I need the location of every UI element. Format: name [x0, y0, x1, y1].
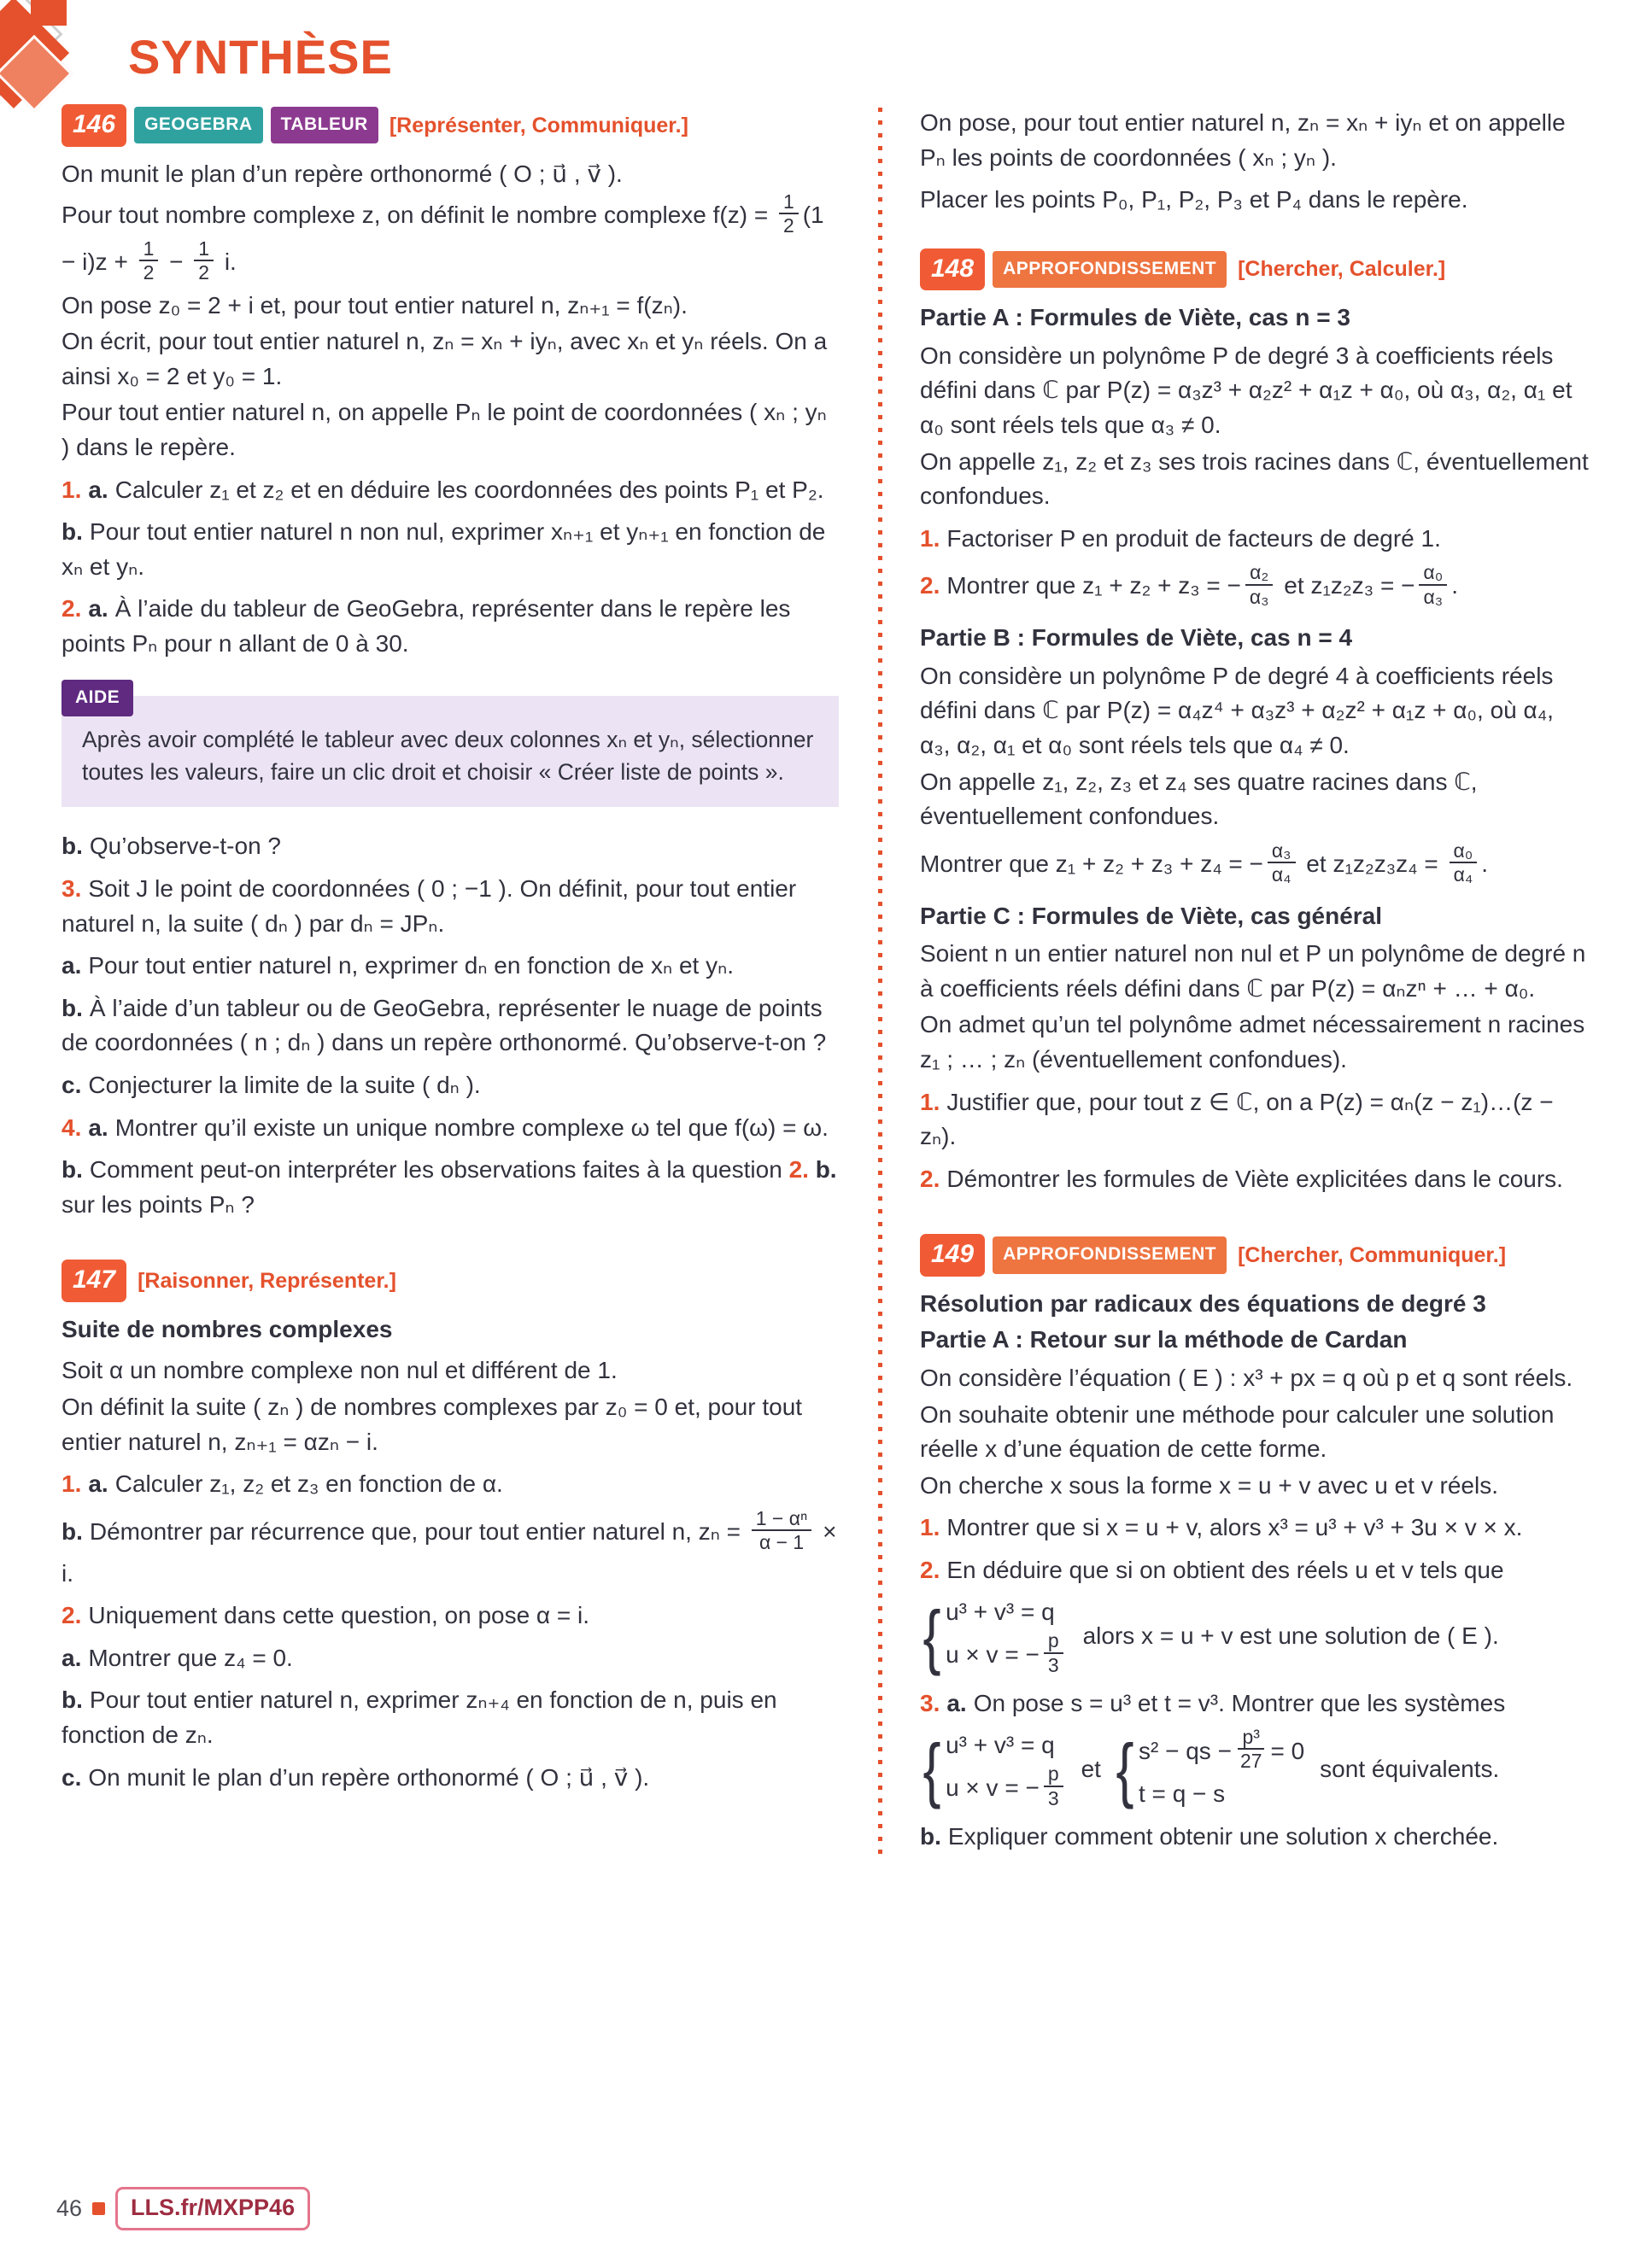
- aide-text: Après avoir complété le tableur avec deux colonnes xₙ et yₙ, sélectionner toutes les valeurs, faire un clic droit et choisir « Créer liste de points ».: [82, 726, 814, 786]
- competencies-label: [Chercher, Calculer.]: [1238, 257, 1446, 282]
- exercise-number-badge: 147: [62, 1260, 126, 1302]
- fraction: $\frac{p}{3}$: [1044, 1762, 1063, 1809]
- equation-system: { u³ + v³ = q u × v = − $\frac{p}{3}$: [920, 1595, 1068, 1679]
- question-2: 2. Montrer que z₁ + z₂ + z₃ = − $\frac{\text{α₂}}{\text{α₃}}$ et z₁z₂z₃ = − $\frac{\text{α₀}}{\text{α₃}}$ .: [920, 561, 1458, 608]
- tag-geogebra: GEOGEBRA: [134, 107, 263, 143]
- question-2a: 2. a. À l’aide du tableur de GeoGebra, représenter dans le repère les points Pₙ pour n allant de 0 à 30.: [62, 595, 791, 657]
- competencies-label: [Chercher, Communiquer.]: [1238, 1242, 1507, 1267]
- fraction: $\frac{\text{p³}}{27}$: [1236, 1726, 1267, 1773]
- fraction: $\frac{\text{α₀}}{\text{α₄}}$: [1450, 839, 1478, 886]
- question-1: 1. Factoriser P en produit de facteurs de degré 1.: [920, 524, 1441, 552]
- paragraph: On définit la suite ( zₙ ) de nombres complexes par z₀ = 0 et, pour tout entier naturel n, zₙ₊₁ = αzₙ − i.: [62, 1394, 803, 1455]
- fraction: $\frac{1}{2}$: [194, 237, 214, 284]
- exercise-148-header: [920, 248, 1590, 291]
- right-column: [920, 104, 1590, 1862]
- page-title: SYNTHÈSE: [128, 30, 393, 84]
- exercise-147-continuation: [920, 106, 1590, 218]
- paragraph: On considère un polynôme P de degré 3 à coefficients réels défini dans ℂ par P(z) = α₃z³ + α₂z² + α₁z + α₀, où α₃, α₂, α₁ et α₀ sont réels tels que α₃ ≠ 0.: [920, 342, 1573, 439]
- paragraph: Pour tout entier naturel n, on appelle Pₙ le point de coordonnées ( xₙ ; yₙ ) dans le repère.: [62, 399, 827, 461]
- paragraph: On pose z₀ = 2 + i et, pour tout entier naturel n, zₙ₊₁ = f(zₙ).: [62, 291, 688, 319]
- question-4b: b. Comment peut-on interpréter les observations faites à la question 2. b. sur les points Pₙ ?: [62, 1156, 837, 1218]
- brace-glyph: {: [1116, 1729, 1134, 1810]
- question-2b: b. Qu’observe-t-on ?: [62, 833, 281, 860]
- paragraph: On considère un polynôme P de degré 4 à coefficients réels défini dans ℂ par P(z) = α₄z⁴ + α₃z³ + α₂z² + α₁z + α₀, où α₄, α₃, α₂, α₁ et α₀ sont réels tels que α₄ ≠ 0.: [920, 662, 1554, 758]
- fraction: $\frac{\text{1 − αⁿ}}{\alpha - 1}$: [752, 1507, 812, 1554]
- paragraph: On appelle z₁, z₂, z₃ et z₄ ses quatre racines dans ℂ, éventuellement confondues.: [920, 768, 1478, 830]
- part-a-heading: Partie A : Formules de Viète, cas n = 3: [920, 304, 1350, 331]
- brace-glyph: {: [922, 1596, 941, 1677]
- part-a-heading: Partie A : Retour sur la méthode de Cardan: [920, 1326, 1408, 1353]
- footer-square-icon: [92, 2202, 105, 2215]
- two-column-layout: [62, 104, 1590, 1862]
- system-row: { u³ + v³ = q u × v = − $\frac{p}{3}$ et { s² − qs − $\frac{\text{p³}}{27}$ = 0 t = q − s sont équivalents.: [920, 1728, 1590, 1812]
- question-3c: c. Conjecturer la limite de la suite ( dₙ ).: [62, 1072, 481, 1098]
- competencies-label: [Représenter, Communiquer.]: [389, 113, 688, 137]
- question-4a: 4. a. Montrer qu’il existe un unique nombre complexe ω tel que f(ω) = ω.: [62, 1114, 829, 1141]
- fraction: $\frac{\text{α₃}}{\text{α₄}}$: [1268, 839, 1296, 886]
- exercise-146-header: [62, 104, 839, 147]
- paragraph: On écrit, pour tout entier naturel n, zₙ = xₙ + iyₙ, avec xₙ et yₙ réels. On a ainsi x₀ = 2 et y₀ = 1.: [62, 328, 828, 389]
- exercise-title: Résolution par radicaux des équations de degré 3: [920, 1289, 1486, 1317]
- question-1: 1. Montrer que si x = u + v, alors x³ = u³ + v³ + 3u × v × x.: [920, 1514, 1523, 1541]
- exercise-number-badge: 146: [62, 104, 126, 147]
- question-1b: b. Démontrer par récurrence que, pour tout entier naturel n, zₙ = $\frac{\text{1 − αⁿ}}{\alpha - 1}$ × i.: [62, 1506, 837, 1587]
- part-b-heading: Partie B : Formules de Viète, cas n = 4: [920, 624, 1353, 652]
- question-3a: 3. a. On pose s = u³ et t = v³. Montrer que les systèmes { u³ + v³ = q u × v = − $\frac{p}{3}$ et { s² − qs − $\frac{\text{p³}}{27}$ = 0 t = q − s sont équivalents.: [920, 1686, 1590, 1812]
- aide-badge: AIDE: [62, 680, 133, 716]
- competencies-label: [Raisonner, Représenter.]: [138, 1269, 396, 1293]
- fraction: $\frac{\text{α₂}}{\text{α₃}}$: [1245, 561, 1274, 608]
- question-2: 2. En déduire que si on obtient des réels u et v tels que { u³ + v³ = q u × v = − $\frac{p}{3}$ alors x = u + v est une solution de ( E ).: [920, 1553, 1590, 1679]
- fraction: $\frac{\text{α₀}}{\text{α₃}}$: [1419, 561, 1447, 608]
- exercise-title: Suite de nombres complexes: [62, 1315, 393, 1342]
- paragraph: On cherche x sous la forme x = u + v avec u et v réels.: [920, 1471, 1498, 1499]
- exercise-149-header: [920, 1234, 1590, 1277]
- aide-box: [62, 687, 839, 808]
- paragraph: Soient n un entier naturel non nul et P un polynôme de degré n à coefficients réels défini dans ℂ par P(z) = αₙzⁿ + … + α₀.: [920, 940, 1586, 1002]
- question-2c: c. On munit le plan d’un repère orthonormé ( O ; u⃗ , v⃗ ).: [62, 1763, 650, 1791]
- paragraph: Soit α un nombre complexe non nul et différent de 1.: [62, 1357, 618, 1384]
- question-c2: 2. Démontrer les formules de Viète explicitées dans le cours.: [920, 1165, 1563, 1192]
- paragraph: On munit le plan d’un repère orthonormé ( O ; u⃗ , v⃗ ).: [62, 160, 623, 187]
- part-c-heading: Partie C : Formules de Viète, cas général: [920, 902, 1383, 929]
- tag-approfondissement: APPROFONDISSEMENT: [993, 1236, 1227, 1273]
- lls-link[interactable]: LLS.fr/MXPP46: [115, 2187, 310, 2230]
- question-c1: 1. Justifier que, pour tout z ∈ ℂ, on a P(z) = αₙ(z − z₁)…(z − zₙ).: [920, 1088, 1554, 1150]
- question-3a: a. Pour tout entier naturel n, exprimer dₙ en fonction de xₙ et yₙ.: [62, 952, 735, 979]
- question-2b: b. Pour tout entier naturel n, exprimer zₙ₊₄ en fonction de n, puis en fonction de zₙ.: [62, 1686, 777, 1748]
- question-3: 3. Soit J le point de coordonnées ( 0 ; −1 ). On définit, pour tout entier naturel n, la suite ( dₙ ) par dₙ = JPₙ.: [62, 875, 797, 937]
- exercise-146: [62, 104, 839, 1222]
- exercise-number-badge: 148: [920, 248, 985, 291]
- question-1b: b. Pour tout entier naturel n non nul, exprimer xₙ₊₁ et yₙ₊₁ en fonction de xₙ et yₙ.: [62, 518, 826, 580]
- tag-approfondissement: APPROFONDISSEMENT: [993, 251, 1227, 288]
- exercise-number-badge: 149: [920, 1234, 985, 1277]
- logo-square: [31, 0, 67, 26]
- question-1a: 1. a. Calculer z₁ et z₂ et en déduire les coordonnées des points P₁ et P₂.: [62, 476, 824, 503]
- part-b-formula: Montrer que z₁ + z₂ + z₃ + z₄ = − $\frac{\text{α₃}}{\text{α₄}}$ et z₁z₂z₃z₄ = $\frac{\text{α₀}}{\text{α₄}}$ .: [920, 839, 1489, 886]
- exercise-148: [920, 248, 1590, 1197]
- paragraph: On admet qu’un tel polynôme admet nécessairement n racines z₁ ; … ; zₙ (éventuellement confondues).: [920, 1011, 1585, 1073]
- system-row: { u³ + v³ = q u × v = − $\frac{p}{3}$ alors x = u + v est une solution de ( E ).: [920, 1595, 1590, 1679]
- equation-system: { u³ + v³ = q u × v = − $\frac{p}{3}$: [920, 1728, 1068, 1812]
- page-number: 46: [56, 2195, 83, 2221]
- paragraph: Placer les points P₀, P₁, P₂, P₃ et P₄ dans le repère.: [920, 186, 1468, 213]
- question-1a: 1. a. Calculer z₁, z₂ et z₃ en fonction de α.: [62, 1470, 503, 1498]
- tag-tableur: TABLEUR: [271, 107, 378, 143]
- brace-glyph: {: [922, 1729, 941, 1810]
- fraction: $\frac{1}{2}$: [779, 190, 799, 237]
- paragraph: On souhaite obtenir une méthode pour calculer une solution réelle x d’une équation de cette forme.: [920, 1400, 1555, 1463]
- fraction: $\frac{p}{3}$: [1044, 1629, 1063, 1676]
- column-divider: [878, 108, 882, 1862]
- exercise-149: [920, 1234, 1590, 1854]
- paragraph: On pose, pour tout entier naturel n, zₙ = xₙ + iyₙ et on appelle Pₙ les points de coordonnées ( xₙ ; yₙ ).: [920, 109, 1566, 171]
- question-3b: b. Expliquer comment obtenir une solution x cherchée.: [920, 1822, 1499, 1850]
- paragraph: On considère l’équation ( E ) : x³ + px = q où p et q sont réels.: [920, 1365, 1573, 1391]
- paragraph: On appelle z₁, z₂ et z₃ ses trois racines dans ℂ, éventuellement confondues.: [920, 447, 1589, 510]
- paragraph-formula: Pour tout nombre complexe z, on définit le nombre complexe f(z) = $\frac{1}{2}$ (1 − i)z + $\frac{1}{2}$ − $\frac{1}{2}$ i.: [62, 190, 824, 284]
- left-column: [62, 104, 839, 1862]
- question-2a: a. Montrer que z₄ = 0.: [62, 1644, 293, 1671]
- exercise-147-header: [62, 1260, 839, 1302]
- exercise-147: [62, 1260, 839, 1795]
- fraction: $\frac{1}{2}$: [139, 237, 159, 284]
- page-footer: [56, 2187, 310, 2230]
- question-3b: b. À l’aide d’un tableur ou de GeoGebra, représenter le nuage de points de coordonnées ( n ; dₙ ) dans un repère orthonormé. Qu’observe-t-on ?: [62, 994, 827, 1056]
- question-2: 2. Uniquement dans cette question, on pose α = i.: [62, 1602, 590, 1629]
- equation-system: { s² − qs − $\frac{\text{p³}}{27}$ = 0 t = q − s: [1116, 1725, 1305, 1810]
